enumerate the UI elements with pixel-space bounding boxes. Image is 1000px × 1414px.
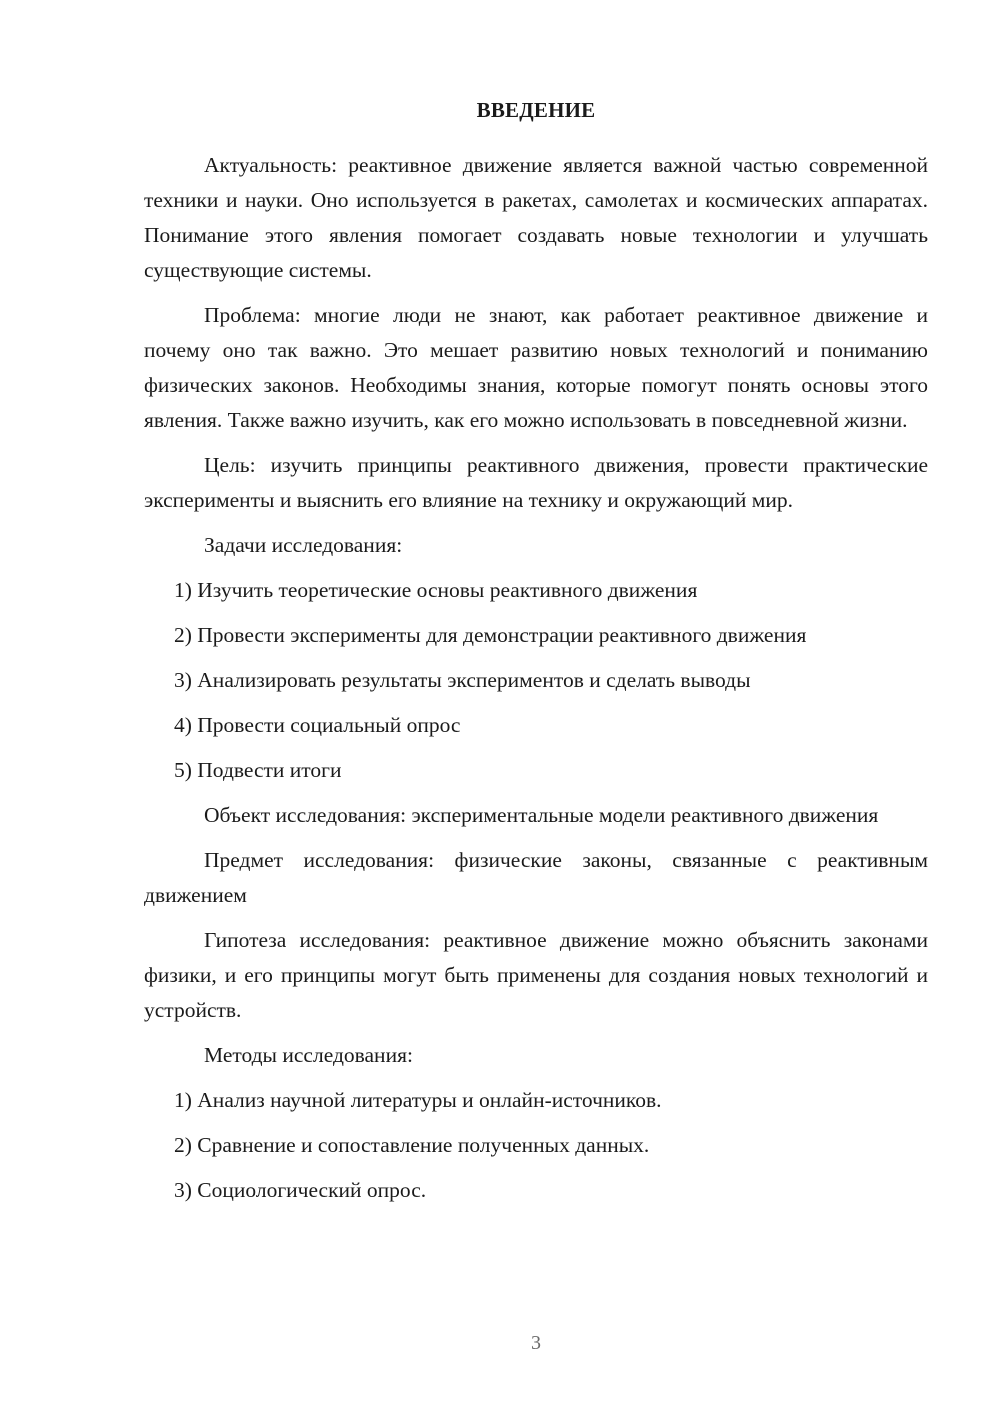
- document-page: [144, 92, 928, 1218]
- list-item: 4) Провести социальный опрос: [174, 713, 461, 737]
- goal-paragraph: Цель: изучить принципы реактивного движения, провести практические эксперименты и выяснить его влияние на технику и окружающий мир.: [144, 453, 928, 512]
- document-title: ВВЕДЕНИЕ: [476, 98, 596, 122]
- page-number: 3: [531, 1332, 541, 1354]
- list-item: 2) Сравнение и сопоставление полученных данных.: [174, 1133, 650, 1157]
- list-item: 1) Анализ научной литературы и онлайн-источников.: [174, 1088, 662, 1112]
- hypothesis-paragraph: Гипотеза исследования: реактивное движение можно объяснить законами физики, и его принципы могут быть применены для создания новых технологий и устройств.: [144, 928, 928, 1022]
- list-item: 1) Изучить теоретические основы реактивного движения: [174, 578, 698, 602]
- object-paragraph: Объект исследования: экспериментальные модели реактивного движения: [204, 803, 879, 827]
- methods-list: [144, 1083, 928, 1208]
- relevance-paragraph: Актуальность: реактивное движение является важной частью современной техники и науки. Оно используется в ракетах, самолетах и космических аппаратах. Понимание этого явления помогает создавать новые технологии и улучшать существующие системы.: [144, 153, 928, 282]
- methods-heading: Методы исследования:: [204, 1043, 413, 1067]
- list-item: 3) Социологический опрос.: [174, 1178, 427, 1202]
- list-item: 5) Подвести итоги: [174, 758, 342, 782]
- list-item: 3) Анализировать результаты экспериментов и сделать выводы: [174, 668, 751, 692]
- tasks-list: [144, 573, 928, 788]
- problem-paragraph: Проблема: многие люди не знают, как работает реактивное движение и почему оно так важно. Это мешает развитию новых технологий и пониманию физических законов. Необходимы знания, которые помогут понять основы этого явления. Также важно изучить, как его можно использовать в повседневной жизни.: [144, 303, 928, 432]
- subject-paragraph: Предмет исследования: физические законы, связанные с реактивным движением: [144, 848, 928, 907]
- tasks-heading: Задачи исследования:: [204, 533, 403, 557]
- list-item: 2) Провести эксперименты для демонстрации реактивного движения: [174, 623, 807, 647]
